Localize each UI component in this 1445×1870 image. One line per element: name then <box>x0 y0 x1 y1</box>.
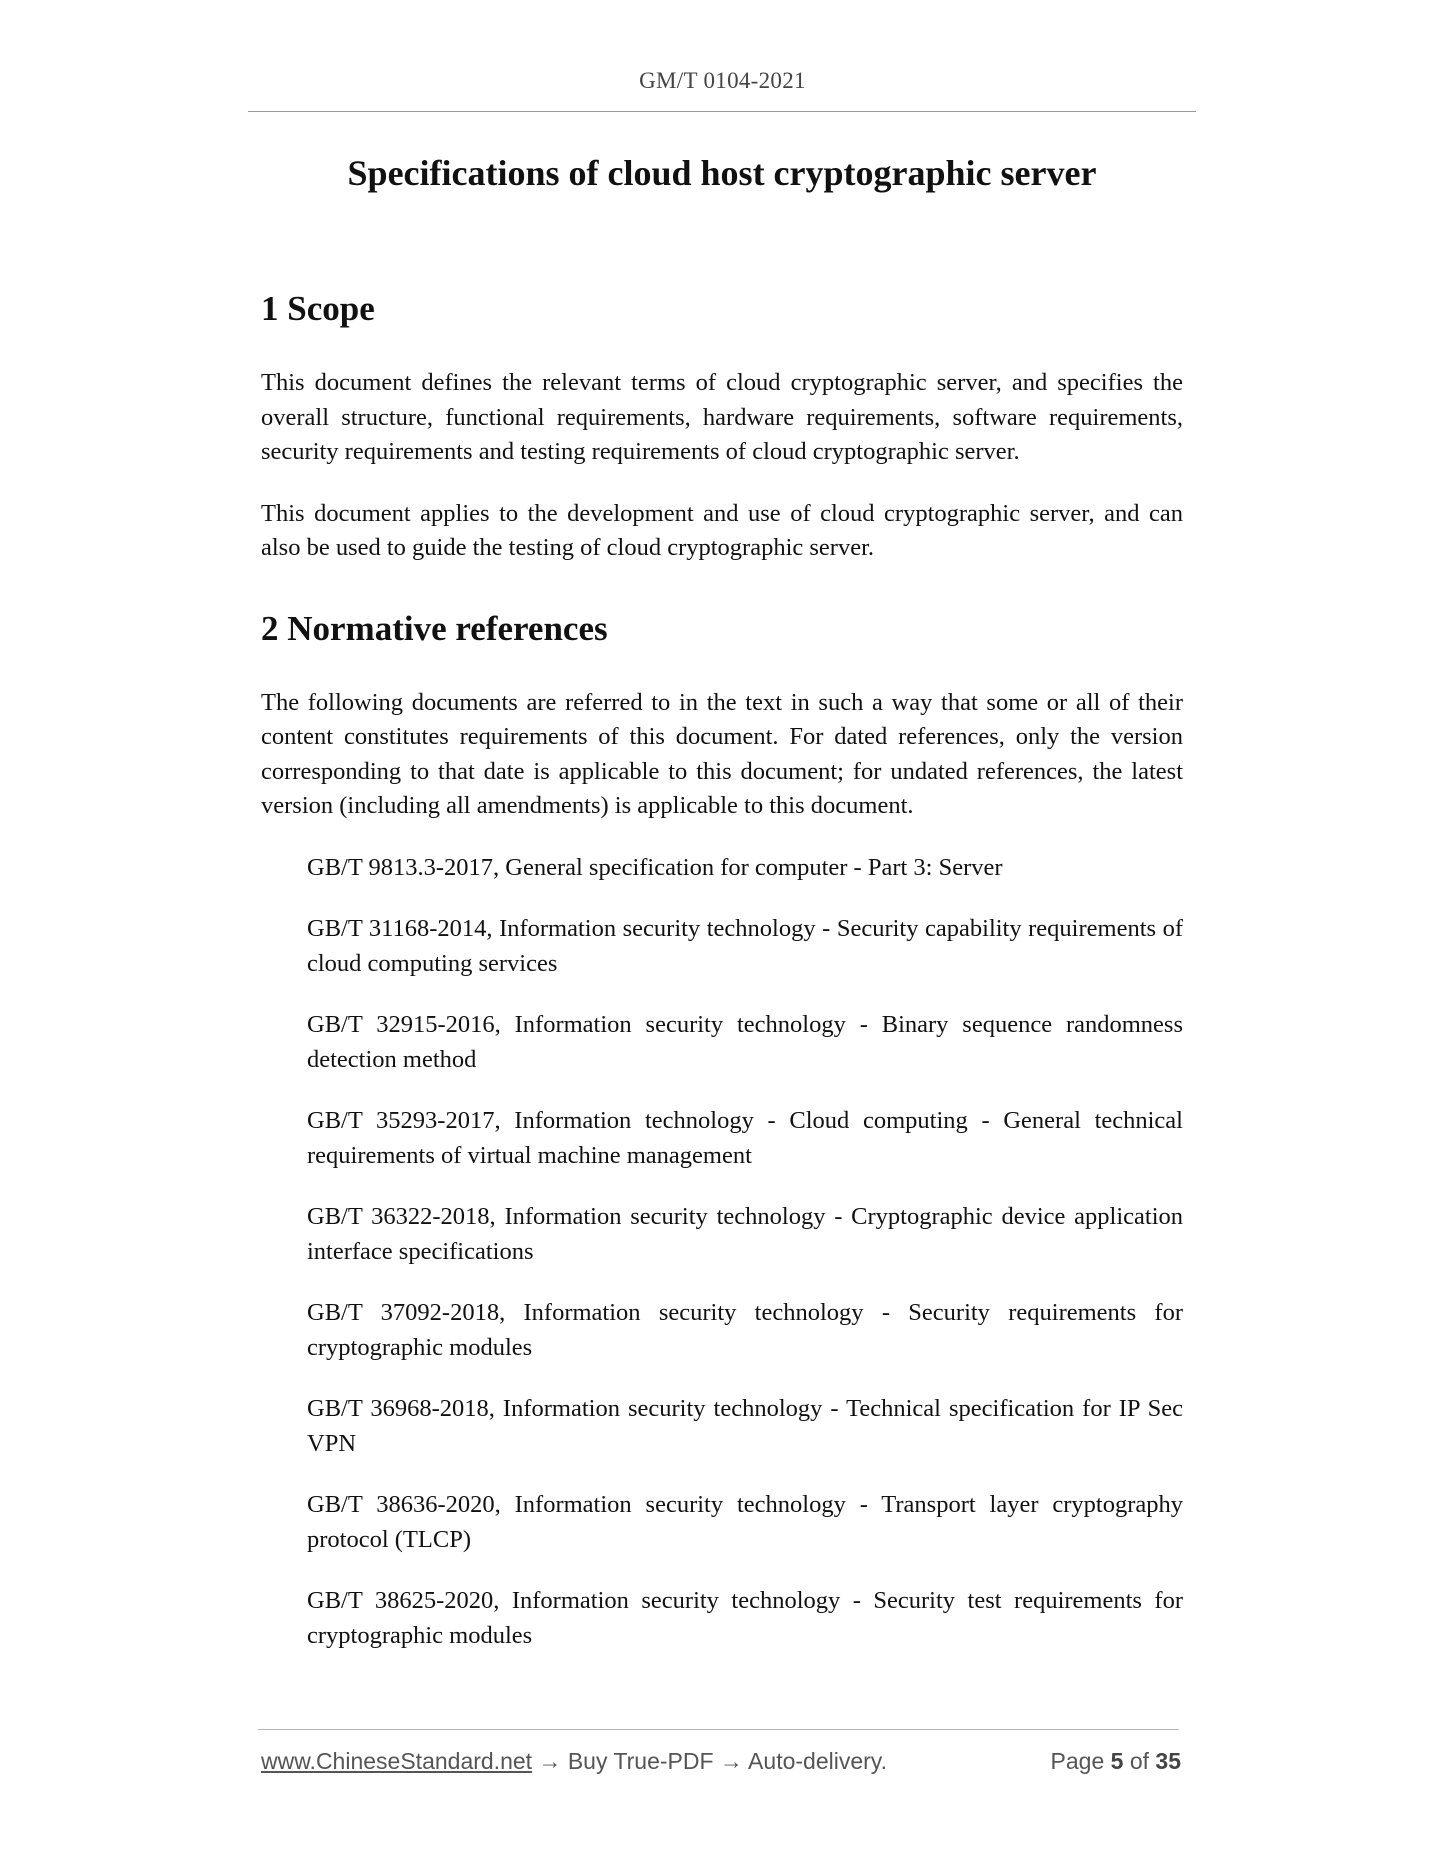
section-heading-scope: 1 Scope <box>261 289 375 328</box>
total-page-count: 35 <box>1155 1748 1181 1774</box>
scope-paragraph-1: This document defines the relevant terms of cloud cryptographic server, and specifies the overall structure, functional requirements, hardware requirements, software requirements, security requirements and testing requirements of cloud cryptographic server. <box>261 369 1183 465</box>
section-heading-normative-references: 2 Normative references <box>261 608 608 648</box>
footer-promo <box>261 1748 887 1775</box>
page-of-label: of <box>1129 1748 1150 1774</box>
scope-paragraph-2: This document applies to the development and use of cloud cryptographic server, and can also be used to guide the testing of cloud cryptographic server. <box>261 499 1183 561</box>
document-title: Specifications of cloud host cryptographic server <box>347 153 1097 193</box>
reference-item: GB/T 36322-2018, Information security technology - Cryptographic device application interface specifications <box>307 1203 1183 1265</box>
reference-list <box>261 851 1183 1654</box>
reference-item: GB/T 36968-2018, Information security technology - Technical specification for IP Sec VPN <box>307 1395 1183 1457</box>
normative-references-intro: The following documents are referred to in the text in such a way that some or all of their content constitutes requirements of this document. For dated references, only the version corresponding to that date is applicable to this document; for undated references, the latest version (including all amendments) is applicable to this document. <box>261 688 1183 819</box>
document-body <box>261 288 1183 1680</box>
header-divider <box>248 111 1196 112</box>
reference-item: GB/T 32915-2016, Information security technology - Binary sequence randomness detection method <box>307 1011 1183 1073</box>
reference-item: GB/T 37092-2018, Information security technology - Security requirements for cryptographic modules <box>307 1299 1183 1361</box>
current-page-number: 5 <box>1110 1748 1124 1774</box>
chinese-standard-link[interactable]: www.ChineseStandard.net <box>261 1748 533 1774</box>
footer-divider <box>258 1729 1179 1730</box>
reference-item: GB/T 31168-2014, Information security technology - Security capability requirements of cloud computing services <box>307 915 1183 977</box>
page-number <box>1051 1748 1181 1775</box>
reference-item: GB/T 9813.3-2017, General specification for computer - Part 3: Server <box>307 853 1003 881</box>
reference-item: GB/T 38625-2020, Information security technology - Security test requirements for cryptographic modules <box>307 1587 1183 1649</box>
reference-item: GB/T 35293-2017, Information technology - Cloud computing - General technical requirements of virtual machine management <box>307 1107 1183 1169</box>
footer-tagline: → Buy True-PDF → Auto-delivery. <box>532 1748 887 1774</box>
reference-item: GB/T 38636-2020, Information security technology - Transport layer cryptography protocol (TLCP) <box>307 1491 1183 1553</box>
document-code-header: GM/T 0104-2021 <box>639 68 806 93</box>
page-label: Page <box>1050 1748 1105 1774</box>
